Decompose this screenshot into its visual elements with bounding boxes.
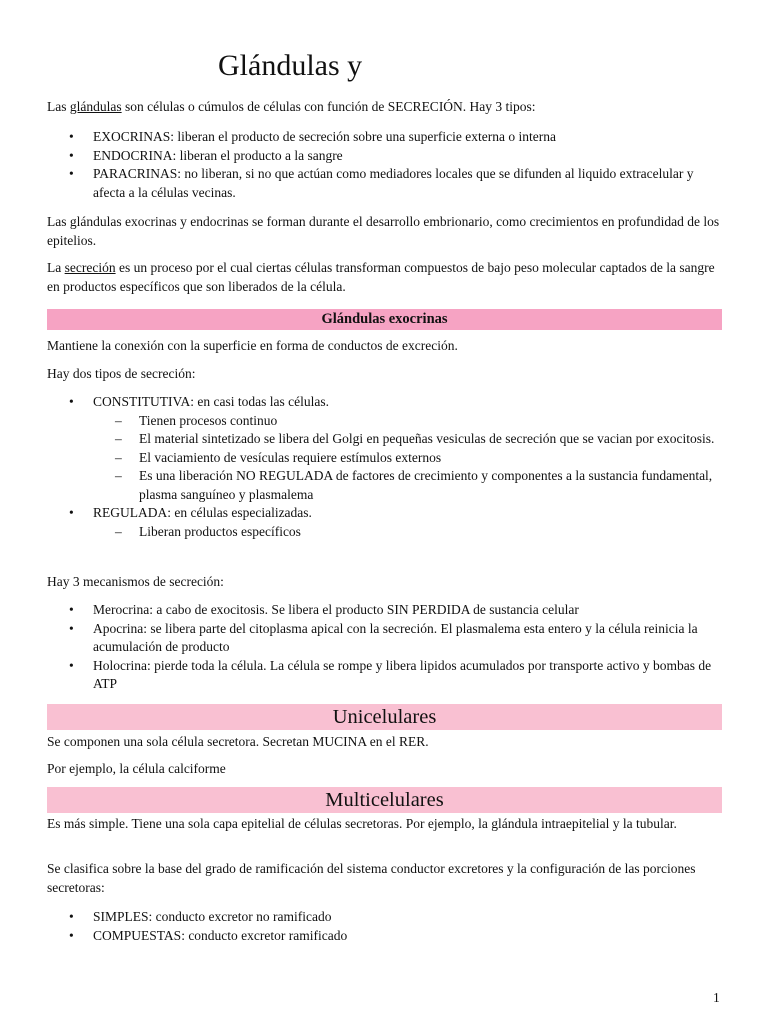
classification-list xyxy=(47,908,722,945)
list-item: • Holocrina: pierde toda la célula. La célula se rompe y libera lipidos acumulados por transporte activo y bombas de ATP xyxy=(47,657,722,694)
unicellular-text: Se componen una sola célula secretora. Secretan MUCINA en el RER. xyxy=(47,734,429,749)
list-item: – Tienen procesos continuo xyxy=(47,412,722,431)
unicellular-example: Por ejemplo, la célula calciforme xyxy=(47,761,226,776)
gland-types-list xyxy=(47,128,722,202)
multicellular-heading: Multicelulares xyxy=(47,787,722,813)
exocrine-connection: Mantiene la conexión con la superficie en forma de conductos de excreción. xyxy=(47,338,458,353)
list-item: – Es una liberación NO REGULADA de factores de crecimiento y componentes a la sustancia fundamental, plasma sanguíneo y plasmalema xyxy=(47,467,722,504)
exocrine-heading: Glándulas exocrinas xyxy=(47,309,722,330)
secrecion-term: secreción xyxy=(64,260,116,275)
list-item: – El material sintetizado se libera del Golgi en pequeñas vesiculas de secreción que se vacian por exocitosis. xyxy=(47,430,722,449)
list-item: • ENDOCRINA: liberan el producto a la sangre xyxy=(47,147,722,166)
secretion-types-list xyxy=(47,393,722,541)
multicellular-text: Es más simple. Tiene una sola capa epitelial de células secretoras. Por ejemplo, la glándula intraepitelial y la tubular. xyxy=(47,816,677,831)
page-title: Glándulas y xyxy=(218,49,363,82)
list-item: • Merocrina: a cabo de exocitosis. Se libera el producto SIN PERDIDA de sustancia celular xyxy=(47,601,722,620)
list-item: – El vaciamiento de vesículas requiere estímulos externos xyxy=(47,449,722,468)
intro-paragraph: Las glándulas son células o cúmulos de células con función de SECRECIÓN. Hay 3 tipos: xyxy=(47,99,536,114)
list-item: • PARACRINAS: no liberan, si no que actúan como mediadores locales que se difunden al liquido extracelular y afecta a la células vecinas. xyxy=(47,165,722,202)
constitutive-item: • CONSTITUTIVA: en casi todas las células. xyxy=(47,393,722,412)
formation-paragraph: Las glándulas exocrinas y endocrinas se forman durante el desarrollo embrionario, como crecimientos en profundidad de los epitelios. xyxy=(47,214,720,248)
list-item: • Apocrina: se libera parte del citoplasma apical con la secreción. El plasmalema esta entero y la célula reinicia la acumulación de producto xyxy=(47,620,722,657)
unicellular-heading: Unicelulares xyxy=(47,704,722,730)
secretion-definition: La secreción es un proceso por el cual ciertas células transforman compuestos de bajo peso molecular captados de la sangre en productos específicos que son liberados de la célula. xyxy=(47,260,715,294)
regulated-item: • REGULADA: en células especializadas. xyxy=(47,504,722,523)
list-item: – Liberan productos específicos xyxy=(47,523,722,542)
secretion-types-intro: Hay dos tipos de secreción: xyxy=(47,366,196,381)
list-item: • COMPUESTAS: conducto excretor ramificado xyxy=(47,927,722,946)
page-number: 1 xyxy=(713,990,720,1005)
list-item: • EXOCRINAS: liberan el producto de secreción sobre una superficie externa o interna xyxy=(47,128,722,147)
glandulas-term: glándulas xyxy=(69,99,122,114)
list-item: • SIMPLES: conducto excretor no ramificado xyxy=(47,908,722,927)
mechanisms-list xyxy=(47,601,722,694)
classification-paragraph: Se clasifica sobre la base del grado de ramificación del sistema conductor excretores y la configuración de las porciones secretoras: xyxy=(47,861,696,895)
mechanisms-intro: Hay 3 mecanismos de secreción: xyxy=(47,574,224,589)
